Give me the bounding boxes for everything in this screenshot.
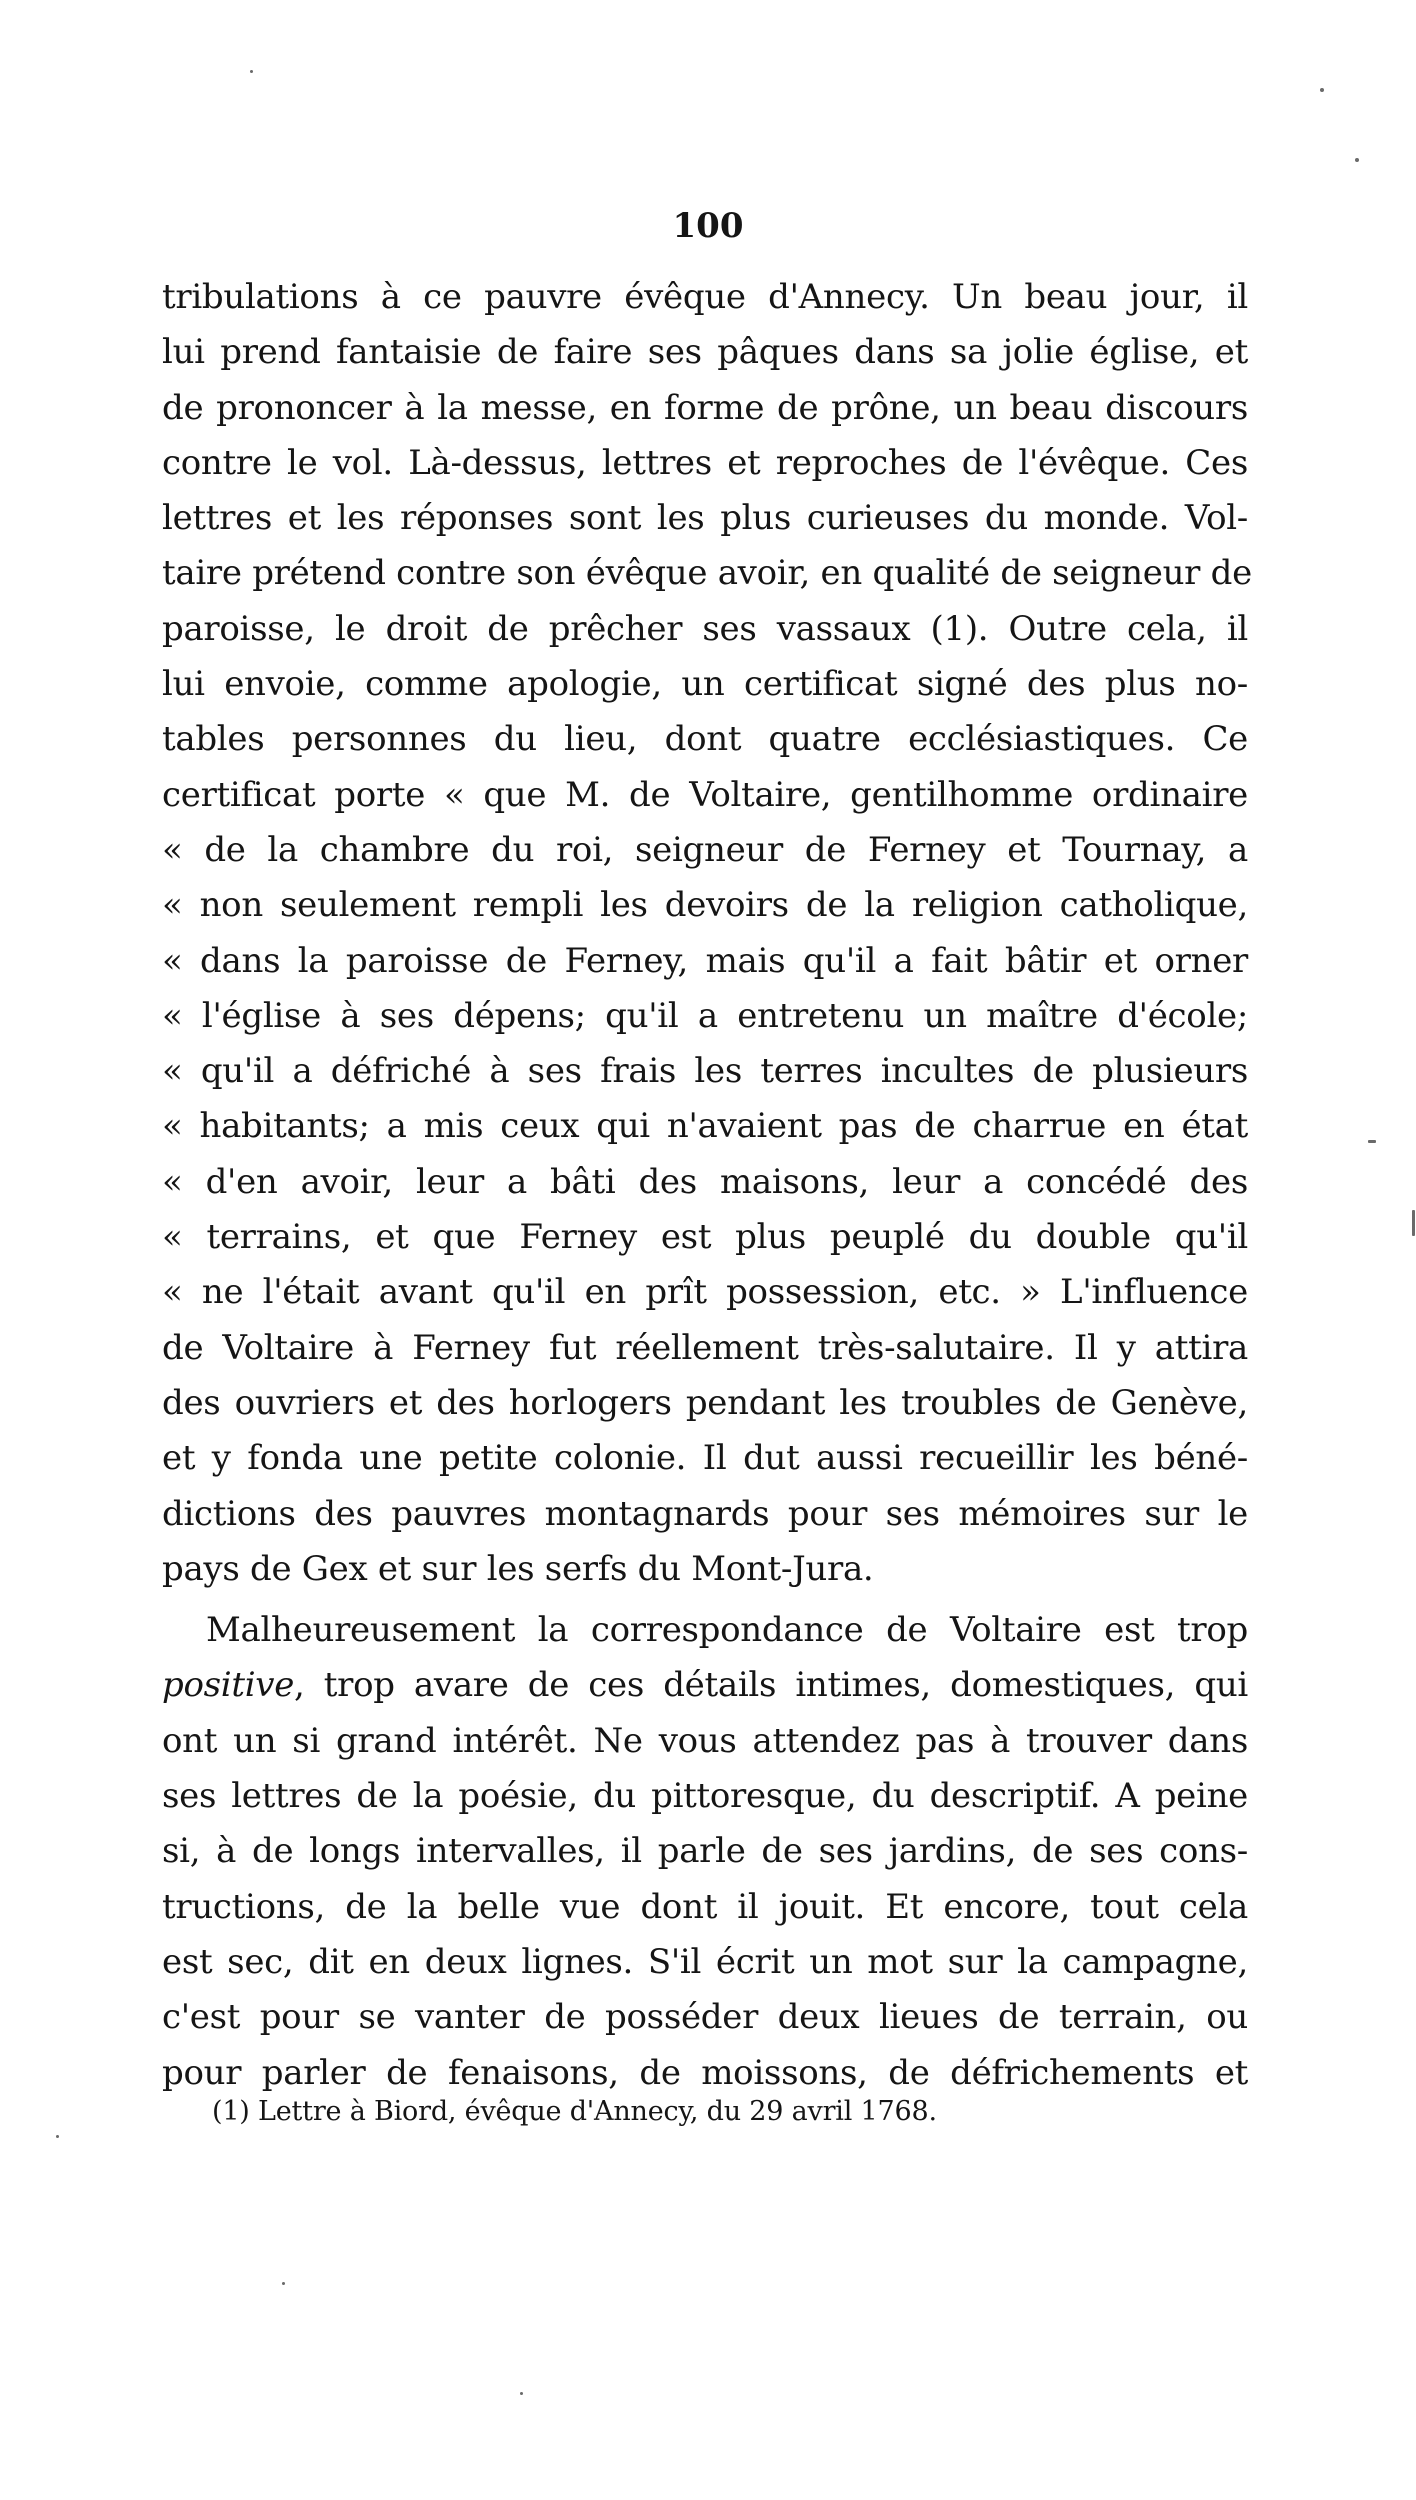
text-line: « l'église à ses dépens; qu'il a entretenu un maître d'école; (162, 995, 1248, 1036)
scan-speck (1355, 158, 1359, 162)
text-line: certificat porte « que M. de Voltaire, gentilhomme ordinaire (162, 774, 1248, 815)
text-line: tribulations à ce pauvre évêque d'Annecy. Un beau jour, il (162, 277, 1248, 317)
text-line: « qu'il a défriché à ses frais les terres incultes de plusieurs (162, 1051, 1248, 1092)
text-line: Malheureusement la correspondance de Voltaire est trop (206, 1610, 1248, 1651)
text-line-rest: , trop avare de ces détails intimes, domestiques, qui (294, 1665, 1248, 1706)
text-line: pour parler de fenaisons, de moissons, de défrichements et (162, 2052, 1248, 2093)
text-line: « habitants; a mis ceux qui n'avaient pas de charrue en état (162, 1106, 1248, 1147)
text-line: est sec, dit en deux lignes. S'il écrit un mot sur la campagne, (162, 1941, 1248, 1982)
scan-speck (1412, 1210, 1415, 1236)
text-line: « dans la paroisse de Ferney, mais qu'il a fait bâtir et orner (162, 940, 1248, 981)
text-line: et y fonda une petite colonie. Il dut aussi recueillir les béné- (162, 1438, 1248, 1479)
text-line: tables personnes du lieu, dont quatre ecclésiastiques. Ce (162, 719, 1248, 760)
body-text (162, 270, 1252, 2101)
scan-speck (1320, 88, 1324, 92)
text-line: de Voltaire à Ferney fut réellement très-salutaire. Il y attira (162, 1327, 1248, 1368)
scan-speck (56, 2135, 59, 2138)
text-line: lui prend fantaisie de faire ses pâques dans sa jolie église, et (162, 332, 1248, 373)
scan-speck (250, 70, 253, 73)
text-line: taire prétend contre son évêque avoir, en qualité de seigneur de (162, 553, 1252, 594)
text-line: lui envoie, comme apologie, un certificat signé des plus no- (162, 664, 1248, 705)
text-line: « ne l'était avant qu'il en prît possession, etc. » L'influence (162, 1272, 1248, 1313)
text-line: lettres et les réponses sont les plus curieuses du monde. Vol- (162, 498, 1248, 539)
page-number: 100 (672, 206, 744, 246)
text-line: si, à de longs intervalles, il parle de ses jardins, de ses cons- (162, 1831, 1248, 1872)
text-line: « terrains, et que Ferney est plus peuplé du double qu'il (162, 1217, 1248, 1258)
text-line (162, 1658, 1248, 1713)
text-line: « non seulement rempli les devoirs de la religion catholique, (162, 885, 1248, 926)
text-line: tructions, de la belle vue dont il jouit. Et encore, tout cela (162, 1886, 1248, 1927)
text-line: ont un si grand intérêt. Ne vous attendez pas à trouver dans (162, 1720, 1248, 1761)
scan-speck (520, 2392, 523, 2395)
text-line: contre le vol. Là-dessus, lettres et reproches de l'évêque. Ces (162, 442, 1248, 483)
text-line: de prononcer à la messe, en forme de prône, un beau discours (162, 387, 1248, 428)
text-line: pays de Gex et sur les serfs du Mont-Jura. (162, 1548, 874, 1589)
scan-speck (1368, 1140, 1376, 1143)
text-line: « de la chambre du roi, seigneur de Ferney et Tournay, a (162, 829, 1248, 870)
text-line: « d'en avoir, leur a bâti des maisons, leur a concédé des (162, 1161, 1248, 1202)
text-line: paroisse, le droit de prêcher ses vassaux (1). Outre cela, il (162, 608, 1248, 649)
scan-speck (282, 2282, 285, 2285)
italic-word: positive (162, 1665, 295, 1706)
footnote: (1) Lettre à Biord, évêque d'Annecy, du 29 avril 1768. (212, 2096, 937, 2127)
text-line: c'est pour se vanter de posséder deux lieues de terrain, ou (162, 1997, 1248, 2038)
text-line: des ouvriers et des horlogers pendant les troubles de Genève, (162, 1382, 1248, 1423)
text-line: dictions des pauvres montagnards pour ses mémoires sur le (162, 1493, 1248, 1534)
text-line: ses lettres de la poésie, du pittoresque, du descriptif. A peine (162, 1776, 1248, 1817)
